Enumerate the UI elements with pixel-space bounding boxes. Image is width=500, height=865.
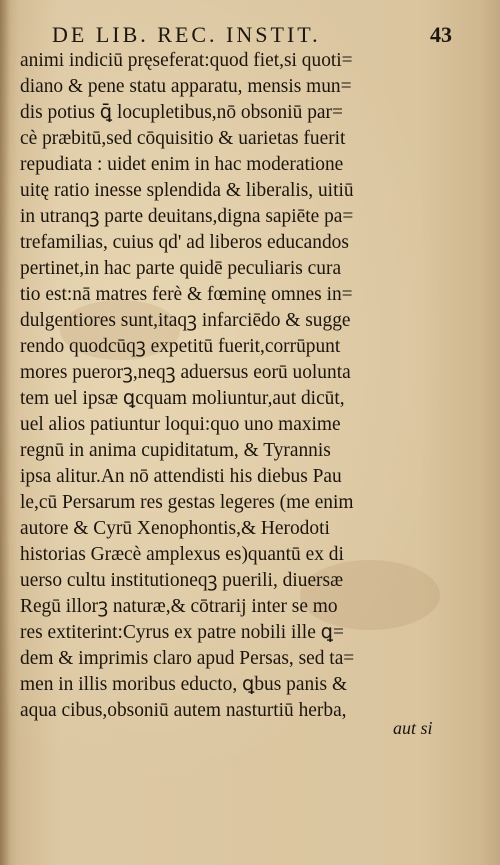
text-line: animi indiciū pręseferat:quod fiet,si quoti= — [20, 50, 353, 71]
text-line: tio est:nā matres ferè & fœminę omnes in= — [20, 284, 353, 305]
text-line: dem & imprimis claro apud Persas, sed ta= — [20, 648, 355, 669]
text-line: dulgentiores sunt,itaqꝫ infarciēdo & sugge — [20, 310, 351, 331]
text-line: le,cū Persarum res gestas legeres (me enim — [20, 492, 354, 513]
text-line: men in illis moribus educto, ꝗbus panis & — [20, 674, 348, 695]
page-gutter-shadow — [0, 0, 10, 865]
page-number: 43 — [430, 22, 452, 47]
text-line: aqua cibus,obsoniū autem nasturtiū herba, — [20, 700, 347, 721]
text-line: trefamilias, cuius qd' ad liberos educandos — [20, 232, 349, 253]
text-line: autore & Cyrū Xenophontis,& Herodoti — [20, 518, 330, 539]
text-line: uitę ratio inesse splendida & liberalis, uitiū — [20, 180, 354, 201]
text-line: rendo quodcūqꝫ expetitū fuerit,corrūpunt — [20, 336, 341, 357]
text-line: ipsa alitur.An nō attendisti his diebus Pau — [20, 466, 342, 487]
running-title: DE LIB. REC. INSTIT. — [52, 22, 321, 47]
text-line: cè præbitū,sed cōquisitio & uarietas fuerit — [20, 128, 346, 149]
text-line: diano & pene statu apparatu, mensis mun= — [20, 76, 352, 97]
text-line: tem uel ipsæ ꝗcquam moliuntur,aut dicūt, — [20, 388, 345, 409]
text-line: uel alios patiuntur loqui:quo uno maxime — [20, 414, 341, 435]
text-line: uerso cultu institutioneqꝫ puerili, diuersæ — [20, 570, 344, 591]
text-line: Regū illorꝫ naturæ,& cōtrarij inter se mo — [20, 596, 338, 617]
text-line: dis potius ꝗ̄ locupletibus,nō obsoniū par= — [20, 102, 343, 123]
catchword: aut si — [393, 718, 433, 738]
text-line: res extiterint:Cyrus ex patre nobili ille ꝗ= — [20, 622, 344, 643]
text-line: historias Græcè amplexus es)quantū ex di — [20, 544, 344, 565]
text-line: in utranqꝫ parte deuitans,digna sapiēte pa= — [20, 206, 354, 227]
running-header — [52, 22, 452, 48]
text-line: repudiata : uidet enim in hac moderatione — [20, 154, 344, 175]
text-line: regnū in anima cupiditatum, & Tyrannis — [20, 440, 331, 461]
text-line: mores puerorꝫ,neqꝫ aduersus eorū uolunta — [20, 362, 351, 383]
text-block — [20, 48, 440, 724]
text-line: pertinet,in hac parte quidē peculiaris cura — [20, 258, 342, 279]
